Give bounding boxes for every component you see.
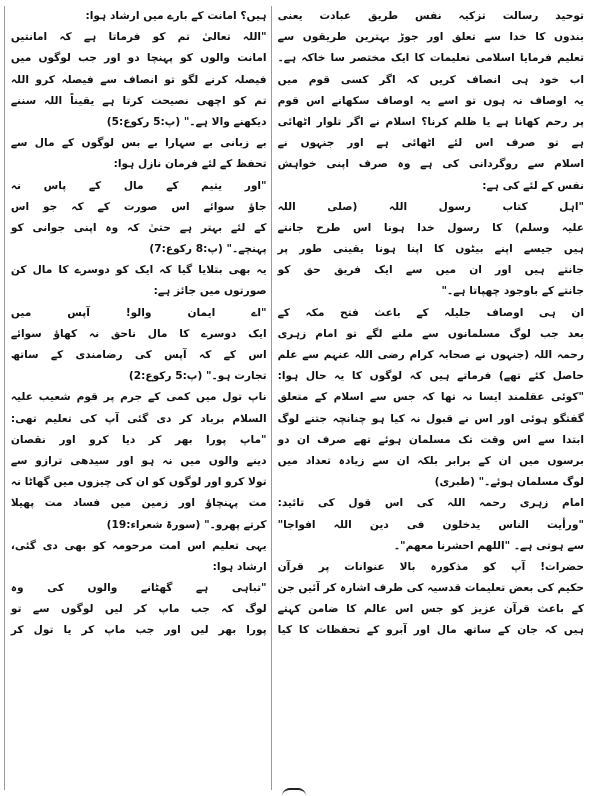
text-line: اب خود ہی انصاف کریں کہ اگر کسی قوم میں <box>277 73 584 86</box>
text-line: ہیں جیسے اپنے بیٹوں کا اپنا ہونا یقینی طور پر <box>277 243 584 256</box>
text-line: فیصلہ کرنے لگو تو انصاف سے فیصلہ کرو اللہ <box>10 73 267 86</box>
text-line: یہ اوصاف نہ ہوں تو اسے یہ اوصاف سکھانے اس قوم <box>277 94 584 107</box>
text-line: ہے تو صرف اس لئے اٹھائی ہے اور جنہوں نے <box>277 137 584 150</box>
text-line: حاصل کئے تھے) فرماتے ہیں کہ لوگوں کا یہ حال ہوا: <box>277 370 584 383</box>
text-line: لوگ مسلمان ہوئے۔" (طبری) <box>434 476 584 489</box>
text-line: ہیں؟ امانت کے بارے میں ارشاد ہوا: <box>85 10 267 22</box>
text-line: "اے ایمان والو! آپس میں <box>10 306 267 319</box>
text-line: کے باعث قرآن عزیز کو جس اس عالم کا ضامن کہتے <box>277 603 584 616</box>
text-line: ہیں کہ جان کے ساتھ مال اور آبرو کے تحفظات کا کیا <box>277 624 584 637</box>
text-line: سے ہوتی ہے۔ "اللھم احشرنا معھم"۔ <box>393 539 584 552</box>
text-line: بے زبانی بے سہارا بے بس لوگوں کے مال سے <box>10 137 267 150</box>
text-line: یہی تعلیم اس امت مرحومہ کو بھی دی گئی، <box>10 539 267 552</box>
text-line: "ورأیت الناس یدخلون فی دین اللہ افواجا" <box>277 518 584 531</box>
text-line: جانتے ہیں اور ان میں سے ایک فریق حق کو <box>277 264 584 277</box>
text-line: "ماپ پورا بھر کر دیا کرو اور نقصان <box>10 433 267 446</box>
text-line: لوگ کہ جب ماپ کر لیں لوگوں سے تو <box>10 603 267 616</box>
column-right <box>278 6 584 790</box>
text-line: السلام برباد کر دی گئی آپ کی تعلیم تھی: <box>10 412 267 425</box>
text-line: ایک دوسرے کا مال ناحق نہ کھاؤ سوائے <box>10 327 267 340</box>
text-line: جانتے کے باوجود چھپاتا ہے۔" <box>441 285 584 298</box>
text-line: اسلام سے روگردانی کی ہے وہ صرف اپنی خواہش <box>277 158 584 171</box>
text-line: پورا بھر لیں اور جب ماپ کر یا تول کر <box>10 624 267 637</box>
text-line: پہنچے۔" (پ:8 رکوع:7) <box>149 243 267 256</box>
text-line: تم کو اچھی نصیحت کرتا ہے یقیناً اللہ سننے <box>10 94 267 107</box>
text-line: توحید رسالت تزکیہ نفس طریق عبادت یعنی <box>277 10 584 22</box>
text-line: "تباہی ہے گھٹانے والوں کی وہ <box>10 582 267 595</box>
text-line: بعد جب لوگ مسلمانوں سے ملنے لگے تو امام زہری <box>277 327 584 340</box>
text-line: دینے والوں میں نہ ہو اور سیدھی ترازو سے <box>10 454 267 467</box>
text-line: امانت والوں کو پہنچا دو اور جب لوگوں میں <box>10 52 267 65</box>
text-line: تولا کرو اور لوگوں کو ان کی چیزوں میں گھاٹا نہ <box>10 476 267 489</box>
text-line: ابتدا سے اس وقت تک مسلمان ہوئے تھے صرف ان دو <box>277 433 584 446</box>
text-line: جاؤ سوائے اس صورت کے کہ جو اس <box>10 200 267 213</box>
text-line: کرتے پھرو۔" (سورۃ شعراء:19) <box>106 518 267 531</box>
text-line: ان ہی اوصاف جلیلہ کے باعث فتح مکہ کے <box>277 306 584 319</box>
document-page <box>6 6 584 790</box>
text-line: نفس کے لئے کی ہے: <box>482 179 584 192</box>
text-line: امام زہری رحمہ اللہ کی اس قول کی تائید: <box>277 497 584 510</box>
text-line: دیکھنے والا ہے۔" (پ:5 رکوع:5) <box>106 115 267 128</box>
text-line: یہ بھی بتلایا گیا کہ ایک کو دوسرے کا مال کن <box>10 264 267 277</box>
column-middle <box>11 6 272 790</box>
text-line: "اللہ تعالیٰ تم کو فرماتا ہے کہ امانتیں <box>10 31 267 44</box>
text-line: مت پہنچاؤ اور زمین میں فساد مت پھیلا <box>10 497 267 510</box>
text-line: "کوئی عقلمند ایسا نہ تھا کہ جس سے اسلام کے متعلق <box>277 391 584 404</box>
text-line: تجارت ہو۔" (پ:5 رکوع:2) <box>128 370 267 383</box>
text-line: صورتوں میں جائز ہے: <box>153 285 267 298</box>
page-footer-ornament <box>282 788 306 796</box>
text-line: حکیم کی بعض تعلیمات قدسیہ کی طرف اشارہ کر آئیں جن <box>277 582 584 595</box>
text-line: گفتگو ہوئی اور اس نے قبول نہ کیا ہو چنانچہ جتنے لوگ <box>277 412 584 425</box>
text-line: تعلیم فرمایا اسلامی تعلیمات کا ایک مختصر سا خاکہ ہے۔ <box>277 52 584 65</box>
text-line: بندوں کا خدا سے تعلق اور جوڑ بہترین طریقوں سے <box>277 31 584 44</box>
column-left <box>0 6 5 790</box>
text-line: حضرات! آپ کو مذکورہ بالا عنوانات پر قرآن <box>277 560 584 573</box>
text-line: ناپ تول میں کمی کے جرم پر قوم شعیب علیہ <box>10 391 267 404</box>
text-line: ارشاد ہوا: <box>212 560 267 573</box>
text-line: رحمہ اللہ (جنہوں نے صحابہ کرام رضی اللہ عنہم سے علم <box>277 349 584 361</box>
text-line: "اہل کتاب رسول اللہ (صلی اللہ <box>277 200 584 213</box>
text-line: تحفظ کے لئے فرمان نازل ہوا: <box>113 158 267 171</box>
text-line: "اور یتیم کے مال کے پاس نہ <box>10 179 267 192</box>
text-line: کے لئے بہتر ہے حتیٰ کہ وہ اپنی جوانی کو <box>10 221 267 234</box>
text-line: علیہ وسلم) کا رسول خدا ہونا اس طرح جانتے <box>277 221 584 234</box>
text-line: برسوں میں ان کے برابر بلکہ ان سے زیادہ تعداد میں <box>277 454 584 467</box>
text-line: اس کے کہ آپس کی رضامندی کے ساتھ <box>10 349 267 361</box>
text-line: پر رحم کھانا ہے یا ظلم کرنا؟ اسلام نے اگر تلوار اٹھائی <box>277 115 584 128</box>
